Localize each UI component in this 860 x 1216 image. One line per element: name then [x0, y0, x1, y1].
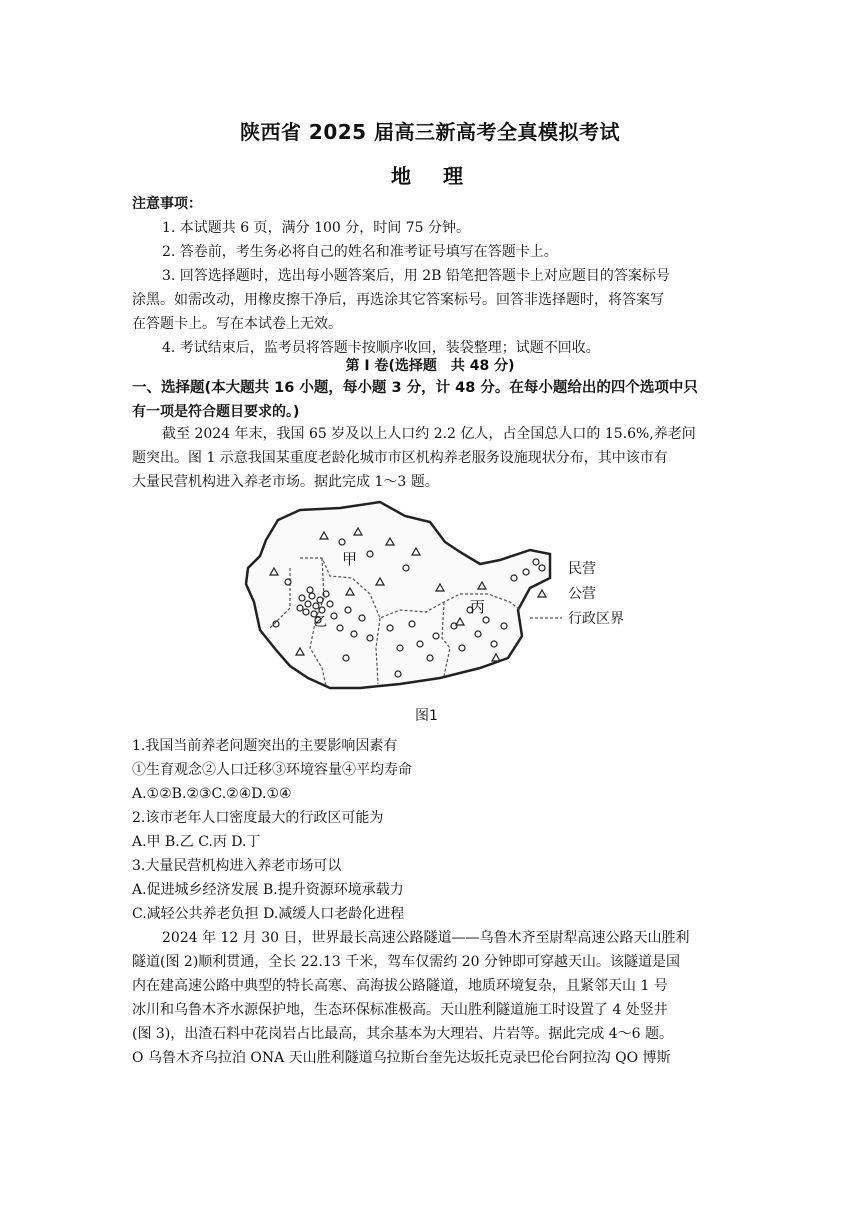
passage-line: 截至 2024 年末，我国 65 岁及以上人口约 2.2 亿人，占全国总人口的 15.6%,养老问: [162, 426, 696, 442]
notice-item: 涂黑。如需改动，用橡皮擦干净后，再选涂其它答案标号。回答非选择题时，将答案写: [132, 292, 664, 308]
section-title: 第 Ⅰ 卷(选择题 共 48 分): [345, 358, 515, 374]
exam-title: 陕西省 2025 届高三新高考全真模拟考试: [239, 120, 621, 144]
passage-line: 大量民营机构进入养老市场。据此完成 1～3 题。: [132, 474, 439, 490]
question-stem: 2.该市老年人口密度最大的行政区可能为: [132, 810, 384, 826]
city-outline: [246, 502, 550, 688]
map-legend: [530, 560, 624, 627]
legend-private-label: 民营: [568, 561, 596, 577]
subject-title: 地 理: [391, 164, 469, 188]
notice-item: 3. 回答选择题时，选出每小题答案后，用 2B 铅笔把答题卡上对应题目的答案标号: [162, 268, 670, 284]
question-stem: 1.我国当前养老问题突出的主要影响因素有: [132, 738, 398, 754]
passage-line: 2024 年 12 月 30 日，世界最长高速公路隧道——乌鲁木齐至尉犁高速公路天山胜利: [162, 930, 690, 946]
notice-item: 4. 考试结束后，监考员将答题卡按顺序收回，装袋整理；试题不回收。: [162, 340, 600, 356]
passage-line: 题突出。图 1 示意我国某重度老龄化城市市区机构养老服务设施现状分布，其中该市有: [132, 450, 668, 466]
notice-item: 1. 本试题共 6 页，满分 100 分，时间 75 分钟。: [162, 220, 470, 236]
question-options: C.减轻公共养老负担 D.减缓人口老龄化进程: [132, 906, 405, 922]
legend-public-label: 公营: [568, 586, 596, 602]
district-label-yi: 乙: [314, 615, 328, 630]
legend-public-symbol: [538, 590, 546, 597]
question-options: A.甲 B.乙 C.丙 D.丁: [132, 834, 261, 850]
figure1-caption: 图1: [415, 708, 438, 724]
passage-line: 内在建高速公路中典型的特长高寒、高海拔公路隧道，地质环境复杂，且紧邻天山 1 号: [132, 978, 668, 994]
passage-line: O 乌鲁木齐乌拉泊 ONA 天山胜利隧道乌拉斯台奎先达坂托克录巴伦台阿拉沟 QO 博斯: [132, 1050, 671, 1066]
section-instruction: 一、选择题(本大题共 16 小题，每小题 3 分，计 48 分。在每小题给出的四个选项中只: [132, 380, 698, 396]
question-options: A.促进城乡经济发展 B.提升资源环境承载力: [132, 882, 404, 898]
figure1-map: [230, 498, 650, 728]
question-options: ①生育观念②人口迁移③环境容量④平均寿命: [132, 762, 412, 778]
district-label-jia: 甲: [342, 550, 358, 568]
question-stem: 3.大量民营机构进入养老市场可以: [132, 858, 342, 874]
passage-line: 隧道(图 2)顺利贯通，全长 22.13 千米，驾车仅需约 20 分钟即可穿越天山。该隧道是国: [132, 954, 680, 970]
legend-boundary-label: 行政区界: [568, 611, 624, 627]
question-options: A.①②B.②③C.②④D.①④: [132, 786, 292, 802]
notice-heading: 注意事项：: [132, 196, 202, 212]
notice-item: 在答题卡上。写在本试卷上无效。: [132, 316, 342, 332]
notice-item: 2. 答卷前，考生务必将自己的姓名和准考证号填写在答题卡上。: [162, 244, 558, 260]
district-label-bing: 丙: [470, 598, 486, 616]
section-instruction: 有一项是符合题目要求的。): [132, 404, 300, 420]
passage-line: (图 3)，出渣石料中花岗岩占比最高，其余基本为大理岩、片岩等。据此完成 4～6 题。: [132, 1026, 673, 1042]
passage-line: 冰川和乌鲁木齐水源保护地，生态环保标准极高。天山胜利隧道施工时设置了 4 处竖井: [132, 1002, 668, 1018]
